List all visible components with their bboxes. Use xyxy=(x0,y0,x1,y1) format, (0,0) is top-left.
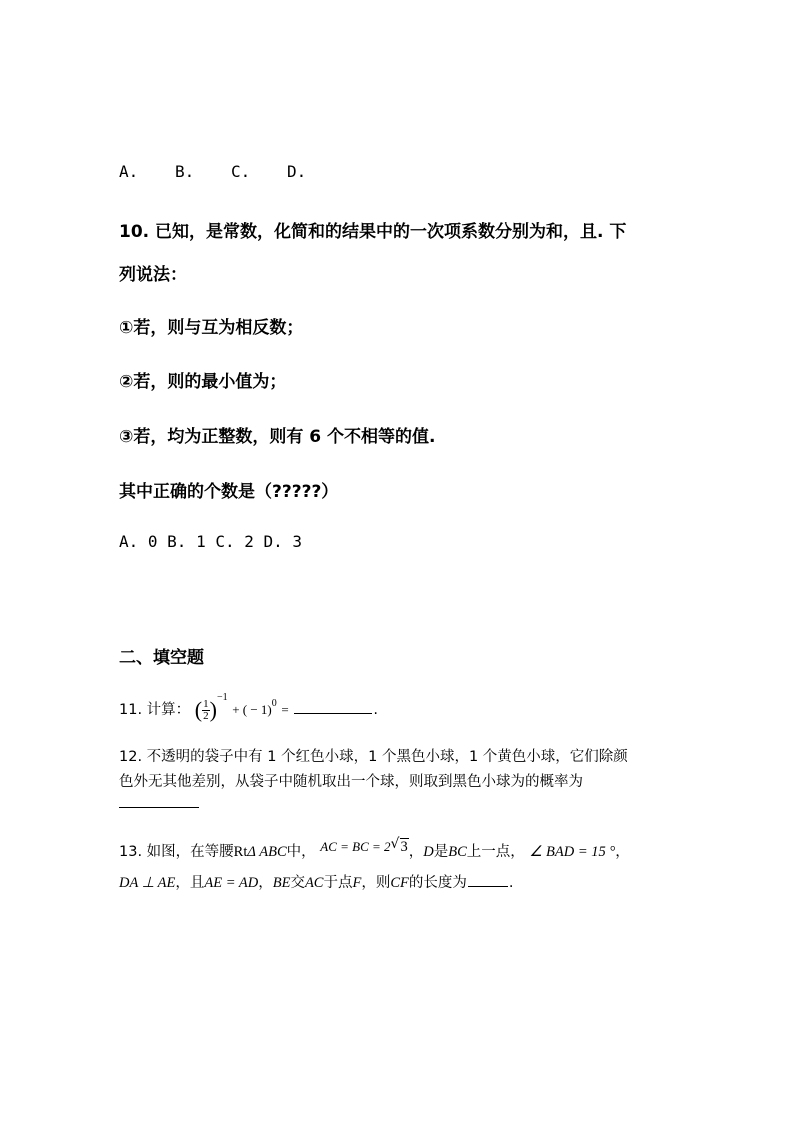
q11-frac-num: 1 xyxy=(203,697,209,710)
q13-jiao: 交 xyxy=(290,875,305,891)
q13-yu: 于点 xyxy=(323,875,353,891)
q13-angle: ∠ BAD = 15 ° xyxy=(529,844,616,860)
q10-item3: ③若，均为正整数，则有 6 个不相等的值. xyxy=(119,427,436,447)
section-title: 二、填空题 xyxy=(119,648,204,668)
q13-line1 xyxy=(119,836,630,861)
q13-shi: 是 xyxy=(433,844,449,860)
q13-ac-eq: AC = BC = 2 xyxy=(320,839,391,854)
q13-comma2: ， xyxy=(615,844,630,860)
q13-f: F xyxy=(352,875,362,891)
q10-item2: ②若，则的最小值为； xyxy=(119,372,287,392)
q10-item1: ①若，则与互为相反数； xyxy=(119,318,304,338)
q12-answer-blank[interactable] xyxy=(119,807,199,808)
q13-sqrt xyxy=(390,836,409,856)
q10-line2: 列说法： xyxy=(119,265,187,285)
q12-line1: 12. 不透明的袋子中有 1 个红色小球，1 个黑色小球，1 个黄色小球，它们除颜 xyxy=(119,749,628,765)
q11-fraction xyxy=(202,699,210,722)
q13-ac: AC xyxy=(304,875,324,891)
q10-question: 其中正确的个数是（?????） xyxy=(119,482,339,502)
q10-line1: 10. 已知，是常数，化简和的结果中的一次项系数分别为和，且. 下 xyxy=(119,222,627,242)
q13-da-perp-ae: DA ⊥ AE xyxy=(119,875,176,891)
q11-exp2: 0 xyxy=(271,698,277,709)
q13-line2 xyxy=(119,871,513,892)
q13-ze: ，则 xyxy=(361,875,391,891)
q11-paren-close: ) xyxy=(209,697,217,722)
q11-exp1: −1 xyxy=(216,692,228,703)
q13-be: BE xyxy=(272,875,291,891)
q13-answer-blank[interactable] xyxy=(468,885,508,887)
q13-shang: 上一点， xyxy=(466,844,525,860)
q9-options xyxy=(119,162,306,181)
q11-answer-blank[interactable] xyxy=(294,712,372,714)
q11-end: . xyxy=(373,702,378,718)
q9-option-d: D. xyxy=(287,162,307,181)
q13-comma1: ， xyxy=(408,844,424,860)
q9-option-c: C. xyxy=(231,162,251,181)
q13-d: D xyxy=(423,844,434,860)
q9-option-b: B. xyxy=(175,162,195,181)
q11-middle: + ( − 1) xyxy=(232,702,272,717)
q10-options: A. 0 B. 1 C. 2 D. 3 xyxy=(119,532,303,551)
q13-ae-eq-ad: AE = AD xyxy=(204,875,259,891)
q13-triangle: Δ ABC xyxy=(247,844,287,860)
q11-label: 11. 计算： xyxy=(119,702,191,718)
q13-cf: CF xyxy=(390,875,409,891)
sqrt-icon: √ xyxy=(390,836,400,852)
q11 xyxy=(119,692,378,723)
q13-radicand: 3 xyxy=(400,839,408,855)
q9-option-a: A. xyxy=(119,162,139,181)
q13-rt: Rt xyxy=(233,844,248,860)
q11-frac-den: 2 xyxy=(203,709,209,722)
q13-zhong: 中， xyxy=(286,844,316,860)
q13-end: 的长度为 xyxy=(408,875,467,891)
q12-line2: 色外无其他差别，从袋子中随机取出一个球，则取到黑色小球为的概率为 xyxy=(119,774,583,790)
q13-qie: ，且 xyxy=(175,875,205,891)
q13-bc: BC xyxy=(448,844,467,860)
q13-comma3: ， xyxy=(258,875,273,891)
q11-paren-open: ( xyxy=(194,697,203,722)
q11-eq: = xyxy=(281,702,289,717)
q13-label: 13. 如图，在等腰 xyxy=(119,844,234,860)
q13-dot: . xyxy=(508,875,514,891)
